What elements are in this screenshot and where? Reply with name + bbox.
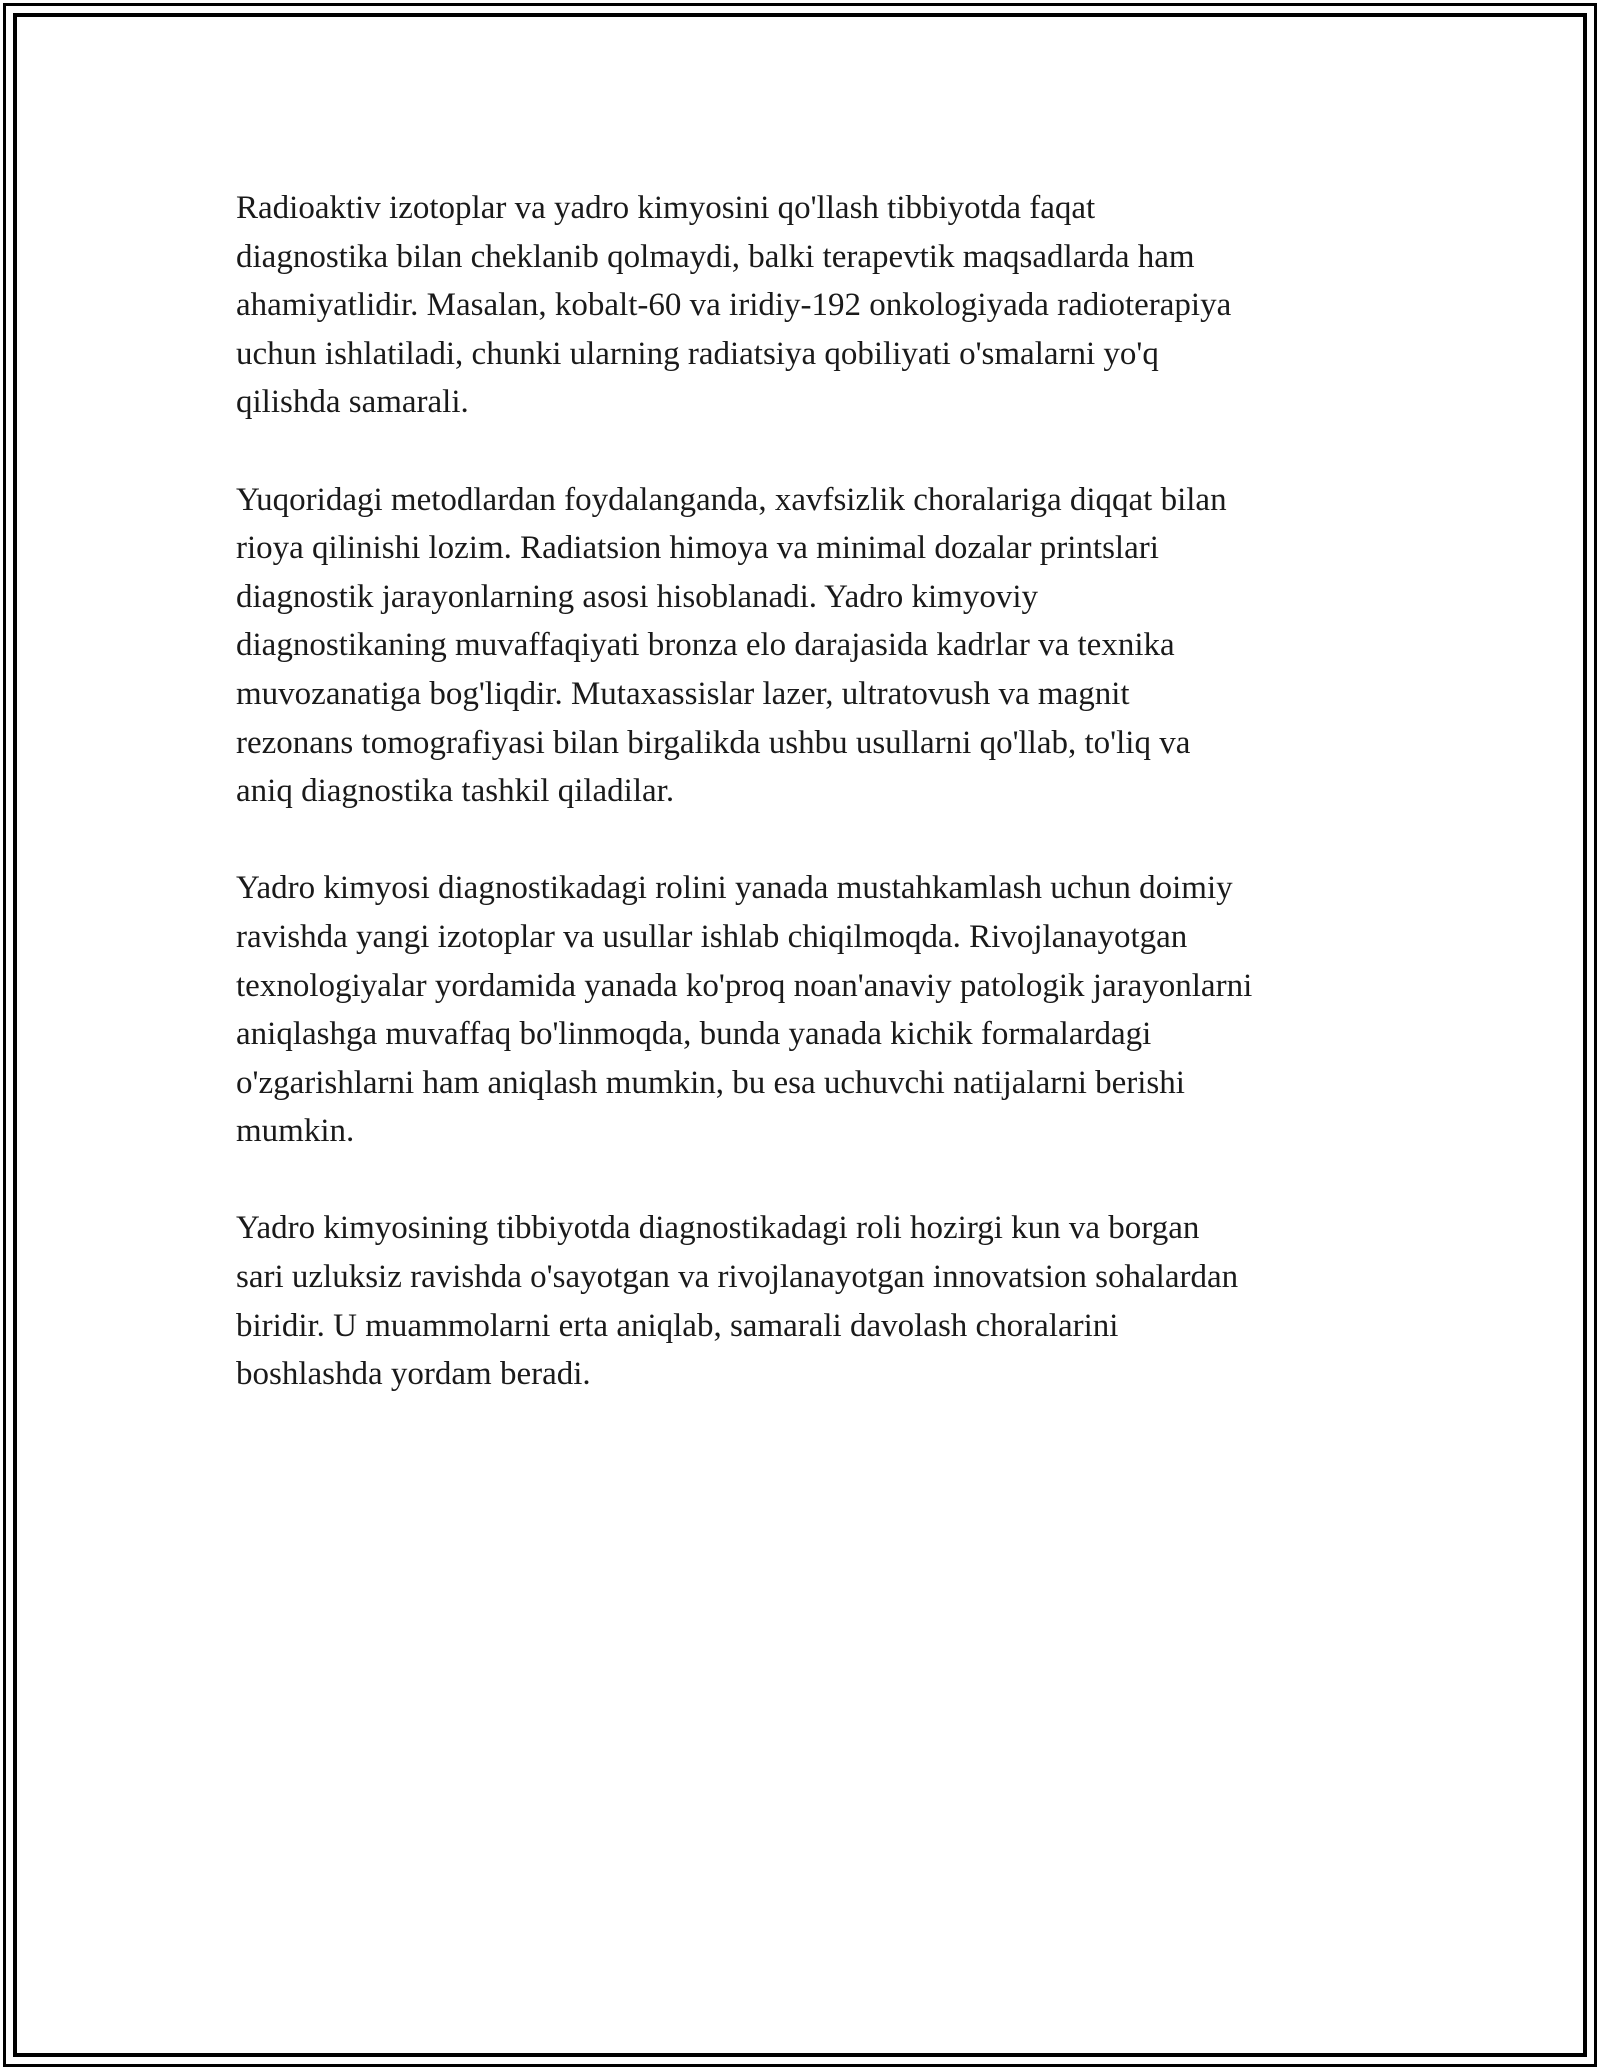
document-body bbox=[236, 184, 1376, 1447]
paragraph-3: Yadro kimyosi diagnostikadagi rolini yanada mustahkamlash uchun doimiy ravishda yangi izotoplar va usullar ishlab chiqilmoqda. Rivojlanayotgan texnologiyalar yordamida yanada ko'proq noan'anaviy patologik jarayonlarni aniqlashga muvaffaq bo'linmoqda, bunda yanada kichik formalardagi o'zgarishlarni ham aniqlash mumkin, bu esa uchuvchi natijalarni berishi mumkin. bbox=[236, 870, 1253, 1150]
paragraph-4: Yadro kimyosining tibbiyotda diagnostikadagi roli hozirgi kun va borgan sari uzluksiz ravishda o'sayotgan va rivojlanayotgan innovatsion sohalardan biridir. U muammolarni erta aniqlab, samarali davolash choralarini boshlashda yordam beradi. bbox=[236, 1210, 1239, 1393]
paragraph-1: Radioaktiv izotoplar va yadro kimyosini qo'llash tibbiyotda faqat diagnostika bilan cheklanib qolmaydi, balki terapevtik maqsadlarda ham ahamiyatlidir. Masalan, kobalt-60 va iridiy-192 onkologiyada radioterapiya uchun ishlatiladi, chunki ularning radiatsiya qobiliyati o'smalarni yo'q qilishda samarali. bbox=[236, 190, 1232, 421]
paragraph-2: Yuqoridagi metodlardan foydalanganda, xavfsizlik choralariga diqqat bilan rioya qilinishi lozim. Radiatsion himoya va minimal dozalar printslari diagnostik jarayonlarning asosi hisoblanadi. Yadro kimyoviy diagnostikaning muvaffaqiyati bronza elo darajasida kadrlar va texnika muvozanatiga bog'liqdir. Mutaxassislar lazer, ultratovush va magnit rezonans tomografiyasi bilan birgalikda ushbu usullarni qo'llab, to'liq va aniq diagnostika tashkil qiladilar. bbox=[236, 481, 1227, 810]
